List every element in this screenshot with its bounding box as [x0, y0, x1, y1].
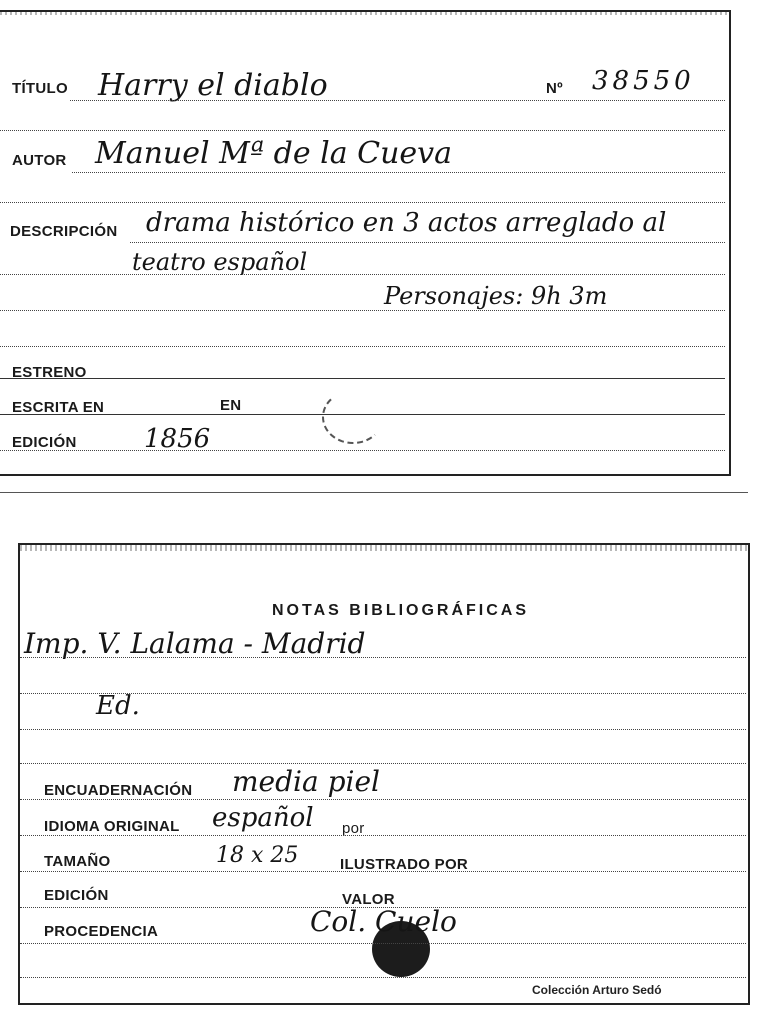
titulo-rule	[70, 100, 725, 101]
note-rule	[20, 657, 746, 658]
blank-rule	[0, 310, 725, 311]
procedencia-value: Col. Cuelo	[310, 905, 457, 938]
blank-rule	[0, 274, 725, 275]
procedencia-rule	[20, 943, 746, 944]
edicion-label: EDICIÓN	[12, 434, 77, 451]
note-line1: Imp. V. Lalama - Madrid	[24, 627, 366, 660]
note-rule	[20, 763, 746, 764]
circular-stain	[322, 390, 384, 444]
numero-label: Nº	[546, 80, 563, 97]
escrita-label: ESCRITA EN	[12, 399, 105, 416]
notas-heading: NOTAS BIBLIOGRÁFICAS	[272, 602, 530, 619]
autor-value: Manuel Mª de la Cueva	[95, 136, 453, 171]
note-rule	[20, 729, 746, 730]
scan-noise	[20, 545, 748, 551]
titulo-label: TÍTULO	[12, 80, 68, 97]
edicion-rule	[0, 450, 725, 451]
catalog-card-back	[18, 543, 750, 1005]
note-rule	[20, 693, 746, 694]
en-label: EN	[220, 397, 242, 414]
procedencia-label: PROCEDENCIA	[44, 923, 159, 940]
autor-rule	[72, 172, 725, 173]
idioma-rule	[20, 835, 746, 836]
card-divider	[0, 492, 748, 493]
idioma-label: IDIOMA ORIGINAL	[44, 818, 180, 835]
catalog-card-front	[0, 10, 731, 476]
titulo-value: Harry el diablo	[98, 68, 328, 103]
coleccion-credit: Colección Arturo Sedó	[532, 983, 662, 997]
encuadernacion-value: media piel	[232, 765, 380, 798]
blank-rule	[0, 346, 725, 347]
estreno-rule	[0, 378, 725, 379]
tamano-value: 18 x 25	[216, 843, 299, 868]
descripcion-line2: teatro español	[132, 248, 308, 276]
descripcion-label: DESCRIPCIÓN	[10, 223, 118, 240]
tamano-label: TAMAÑO	[44, 853, 111, 870]
blank-rule	[20, 977, 746, 978]
edicion-back-label: EDICIÓN	[44, 887, 109, 904]
estreno-label: ESTRENO	[12, 364, 87, 381]
numero-value: 38550	[592, 66, 695, 96]
por-label: por	[342, 820, 365, 837]
encuadernacion-label: ENCUADERNACIÓN	[44, 782, 193, 799]
tamano-rule	[20, 871, 746, 872]
descripcion-rule	[130, 242, 725, 243]
encuadernacion-rule	[20, 799, 746, 800]
autor-label: AUTOR	[12, 152, 67, 169]
edicion-value: 1856	[144, 424, 211, 454]
blank-rule	[0, 130, 725, 131]
personajes-note: Personajes: 9h 3m	[384, 282, 608, 310]
valor-label: VALOR	[342, 891, 395, 908]
scan-noise	[0, 12, 729, 15]
idioma-value: español	[212, 803, 314, 833]
descripcion-line1: drama histórico en 3 actos arreglado al	[146, 208, 667, 238]
note-line2: Ed.	[96, 691, 140, 721]
blank-rule	[0, 202, 725, 203]
ilustrado-label: ILUSTRADO POR	[340, 856, 469, 873]
